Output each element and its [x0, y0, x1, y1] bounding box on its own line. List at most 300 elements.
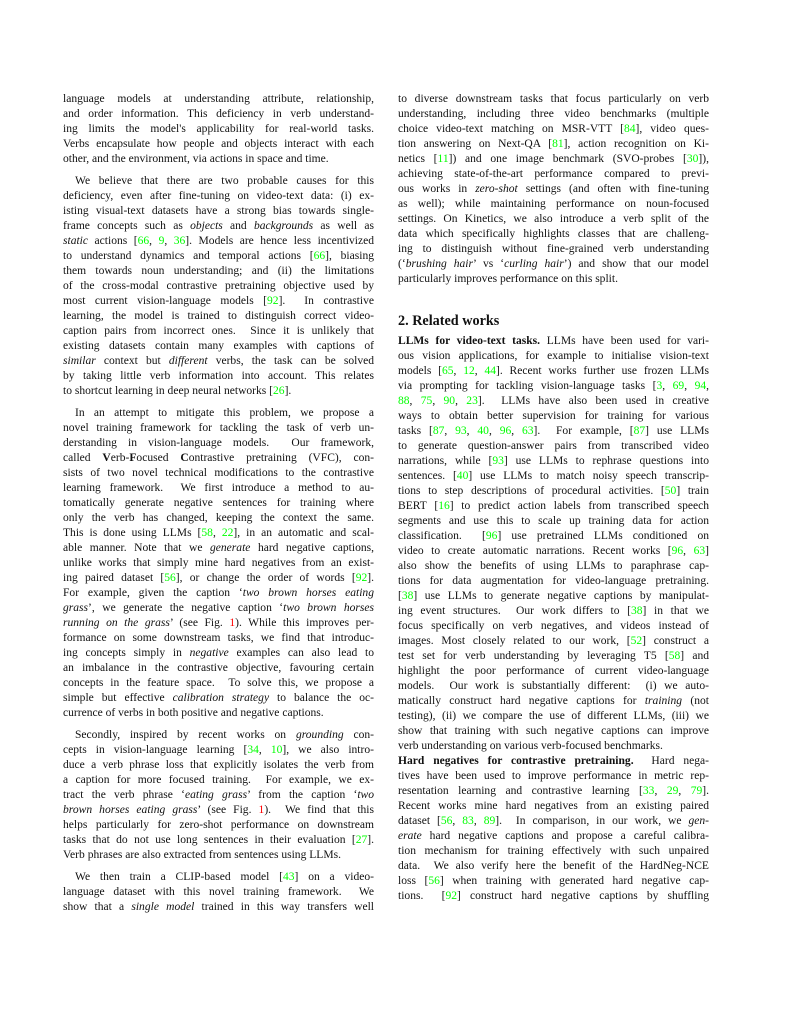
citation-link[interactable]: 87 — [633, 425, 646, 437]
text: ]. — [284, 385, 292, 397]
text: , — [164, 235, 174, 247]
text: images. Most closely related to our work, [ — [398, 635, 631, 647]
text: frame concepts such as — [63, 220, 191, 232]
text: , — [149, 235, 159, 247]
emphasis-text: calibration strategy — [172, 692, 270, 704]
text: ]. LLMs have also been used in creative — [477, 395, 709, 407]
text: Hard nega- — [633, 755, 709, 767]
text: , — [466, 425, 478, 437]
text-line — [63, 496, 374, 511]
text-line — [398, 634, 709, 649]
text-line — [63, 758, 374, 773]
paragraph — [398, 334, 709, 754]
text-line — [398, 469, 709, 484]
text: ways to obtain better supervision for training for various — [398, 410, 709, 422]
bold-text: V — [102, 452, 111, 464]
text: ]. For example, [ — [533, 425, 634, 437]
citation-link[interactable]: 92 — [445, 890, 457, 902]
text: ], or change the order of words [ — [175, 572, 356, 584]
text-line — [398, 514, 709, 529]
text: ]. In contrastive — [278, 295, 374, 307]
paragraph — [63, 92, 374, 167]
text: highlight the poor performance of current video-language — [398, 665, 709, 677]
text: and order information. This deficiency in verb understand- — [63, 108, 374, 120]
text-line — [63, 586, 374, 601]
text: , — [706, 380, 709, 392]
text: dataset [ — [398, 815, 441, 827]
text: ing concepts simply in — [63, 647, 190, 659]
text: ’, we generate the negative caption ‘ — [88, 602, 284, 614]
text: language dataset with this novel training framework. We — [63, 886, 374, 898]
citation-link[interactable]: 29 — [666, 785, 679, 797]
citation-link[interactable]: 56 — [440, 815, 453, 827]
text: settings. On Kinetics, we also introduce a verb split of the — [398, 213, 709, 225]
citation-link[interactable]: 38 — [630, 605, 643, 617]
text: ing to distinguish without fine-grained verb understanding — [398, 243, 709, 255]
text: Recent works mine hard negatives from an existing paired — [398, 800, 709, 812]
text-line — [63, 219, 374, 234]
text-line — [63, 339, 374, 354]
citation-link[interactable]: 79 — [690, 785, 703, 797]
text-line — [398, 409, 709, 424]
emphasis-text: generate — [210, 542, 251, 554]
citation-link[interactable]: 87 — [432, 425, 445, 437]
citation-link[interactable]: 96 — [499, 425, 512, 437]
emphasis-text: training — [644, 695, 683, 707]
text: ] in that we — [642, 605, 710, 617]
text: ’ vs ‘ — [473, 258, 505, 270]
emphasis-text: zero-shot — [475, 183, 518, 195]
text: ], in an automatic and scal- — [233, 527, 374, 539]
text: erb- — [110, 452, 130, 464]
text: , — [511, 425, 522, 437]
emphasis-text: grass — [63, 602, 89, 614]
text: ] use LLMs to match noisy speech transcrip- — [468, 470, 709, 482]
text: ous vision applications, for example to initialise vision-text — [398, 350, 709, 362]
text: ing limits the model's applicability for real-world tasks. — [63, 123, 374, 135]
text-line — [63, 279, 374, 294]
citation-link[interactable]: 33 — [642, 785, 655, 797]
citation-link[interactable]: 83 — [462, 815, 474, 827]
emphasis-text: single model — [131, 901, 195, 913]
text: We then train a CLIP-based model [ — [75, 871, 283, 883]
text: most current vision-language models [ — [63, 295, 268, 307]
text: ]. — [702, 785, 710, 797]
text-line — [398, 544, 709, 559]
text: ). While this improves per- — [235, 617, 374, 629]
text: ] construct a — [642, 635, 709, 647]
text: verb understanding on various verb-focused benchmarks. — [398, 740, 663, 752]
text-line — [63, 466, 374, 481]
emphasis-text: negative — [189, 647, 229, 659]
figure-ref-link[interactable]: 1 — [229, 617, 236, 629]
text: classification. [ — [398, 530, 486, 542]
citation-link[interactable]: 92 — [355, 572, 368, 584]
text-line — [63, 436, 374, 451]
text: existing datasets contain many examples with captions of — [63, 340, 374, 352]
text-line — [398, 484, 709, 499]
text-line — [63, 152, 374, 167]
text-line — [63, 137, 374, 152]
citation-link[interactable]: 9 — [158, 235, 165, 247]
text: ] train — [676, 485, 709, 497]
text-line — [398, 754, 709, 769]
text: test set for verb understanding by leveraging T5 [ — [398, 650, 669, 662]
text-line — [398, 122, 709, 137]
text: by taking little verb information into account. This relates — [63, 370, 374, 382]
text-line — [63, 833, 374, 848]
text: ]. Recent works further use frozen LLMs — [496, 365, 709, 377]
citation-link[interactable]: 58 — [668, 650, 681, 662]
text: only the verb has changed, keeping the context the same. — [63, 512, 374, 524]
citation-link[interactable]: 58 — [201, 527, 213, 539]
text: show that a — [63, 901, 132, 913]
citation-link[interactable]: 44 — [484, 365, 497, 377]
text-line — [398, 589, 709, 604]
text-line — [398, 257, 709, 272]
emphasis-text: similar — [63, 355, 96, 367]
citation-link[interactable]: 34 — [247, 744, 259, 756]
text: tives have been used to improve performance in metric rep- — [398, 770, 709, 782]
text: helps particularly for zero-shot performance on downstream — [63, 819, 374, 831]
citation-link[interactable]: 10 — [270, 744, 283, 756]
text: settings (and often with fine-tuning — [517, 183, 709, 195]
text-line — [63, 706, 374, 721]
text: , — [474, 365, 485, 377]
text: via prompting for tackling vision-language tasks [ — [398, 380, 657, 392]
text: , — [473, 815, 484, 827]
text: isting visual-text datasets have a strong bias towards single- — [63, 205, 374, 217]
citation-link[interactable]: 12 — [463, 365, 475, 377]
text: ]. — [367, 572, 374, 584]
text-line — [63, 885, 374, 900]
text: ]), — [698, 153, 709, 165]
citation-link[interactable]: 94 — [694, 380, 707, 392]
text: data which specifically highlights classes that are challeng- — [398, 228, 709, 240]
text-line — [398, 709, 709, 724]
text-line — [63, 204, 374, 219]
text-line — [63, 174, 374, 189]
text: tion answering on Next-QA [ — [398, 138, 553, 150]
text-line — [398, 694, 709, 709]
emphasis-text: two brown horses — [283, 602, 375, 614]
text-line — [398, 334, 709, 349]
text: as well); while maintaining performance on noun-focused — [398, 198, 709, 210]
text: focus specifically on verb negatives, and videos instead of — [398, 620, 709, 632]
text-line — [63, 294, 374, 309]
text: sists of two novel technical modifications to the contrastive — [63, 467, 374, 479]
citation-link[interactable]: 40 — [477, 425, 489, 437]
text: ] use LLMs — [645, 425, 709, 437]
text-line — [398, 574, 709, 589]
text-line — [63, 541, 374, 556]
text: achieving state-of-the-art performance compared to previ- — [398, 168, 709, 180]
citation-link[interactable]: 26 — [273, 385, 285, 397]
paragraph — [398, 754, 709, 904]
emphasis-text: two — [357, 789, 374, 801]
text-line — [63, 92, 374, 107]
text: choice video-text matching on MSR-VTT [ — [398, 123, 624, 135]
text: , — [678, 785, 691, 797]
bold-text: C — [180, 452, 189, 464]
bold-text: LLMs for video-text tasks. — [398, 335, 541, 347]
citation-link[interactable]: 23 — [466, 395, 478, 407]
text-line — [63, 743, 374, 758]
text-line — [63, 691, 374, 706]
text: to balance the oc- — [269, 692, 374, 704]
text: Secondly, inspired by recent works on — [75, 729, 296, 741]
text: ] and — [680, 650, 709, 662]
text: segments and use this to scale up training data for action — [398, 515, 709, 527]
text: also show the benefits of using LLMs to paraphrase cap- — [398, 560, 709, 572]
text: , — [432, 395, 444, 407]
text: ing paired dataset [ — [63, 572, 165, 584]
text: able manner. Note that we — [63, 542, 210, 554]
text: simple but effective — [63, 692, 173, 704]
bold-text: F — [129, 452, 137, 464]
citation-link[interactable]: 43 — [283, 871, 295, 883]
citation-link[interactable]: 11 — [437, 153, 449, 165]
text: ]. In comparison, in our work, we — [495, 815, 689, 827]
citation-link[interactable]: 89 — [483, 815, 496, 827]
text: ] use LLMs to rephrase questions into — [503, 455, 709, 467]
emphasis-text: different — [168, 355, 208, 367]
paragraph — [63, 728, 374, 863]
citation-link[interactable]: 36 — [173, 235, 186, 247]
text: show that training with such negative captions can improve — [398, 725, 709, 737]
text-line — [63, 601, 374, 616]
citation-link[interactable]: 93 — [492, 455, 504, 467]
text: learning framework. We first introduce a method to au- — [63, 482, 374, 494]
text: ]) and one image benchmark (SVO-probes [ — [448, 153, 687, 165]
text: resentation learning and contrastive learning [ — [398, 785, 643, 797]
text-line — [398, 167, 709, 182]
text-line — [398, 889, 709, 904]
text-line — [63, 309, 374, 324]
text: testing), (ii) we compare the use of different LLMs, (iii) we — [398, 710, 709, 722]
text-line — [63, 234, 374, 249]
text-line — [398, 197, 709, 212]
text: models. Our work is substantially different: (i) we auto- — [398, 680, 709, 692]
citation-link[interactable]: 88 — [398, 395, 410, 407]
citation-link[interactable]: 40 — [456, 470, 469, 482]
text: them towards noun understanding; and (ii) the limitations — [63, 265, 374, 277]
citation-link[interactable]: 3 — [656, 380, 663, 392]
text: trained in this way transfers well — [194, 901, 375, 913]
text: For example, given the caption ‘ — [63, 587, 243, 599]
text-line — [398, 92, 709, 107]
emphasis-text: grounding — [295, 729, 344, 741]
citation-link[interactable]: 52 — [630, 635, 643, 647]
text-line — [398, 272, 709, 287]
text: (‘ — [398, 258, 406, 270]
text-line — [63, 324, 374, 339]
text: , — [258, 744, 271, 756]
text: context but — [95, 355, 169, 367]
text: netics [ — [398, 153, 438, 165]
citation-link[interactable]: 30 — [686, 153, 699, 165]
citation-link[interactable]: 90 — [443, 395, 456, 407]
text: (not — [682, 695, 709, 707]
text: sentences. [ — [398, 470, 457, 482]
text-line — [398, 604, 709, 619]
citation-link[interactable]: 65 — [442, 365, 454, 377]
text: ’ (see Fig. — [197, 804, 259, 816]
text: , — [683, 545, 694, 557]
text: ing event structures. Our work differs to [ — [398, 605, 631, 617]
text: to understand dynamics and temporal actions [ — [63, 250, 314, 262]
citation-link[interactable]: 27 — [355, 834, 368, 846]
text-line — [63, 451, 374, 466]
citation-link[interactable]: 93 — [455, 425, 467, 437]
text: and — [222, 220, 254, 232]
text: actions [ — [88, 235, 138, 247]
text: ’ (see Fig. — [169, 617, 230, 629]
text: In an attempt to mitigate this problem, we propose a — [75, 407, 374, 419]
text: ] to predict action labels from transcribed speech — [449, 500, 709, 512]
text-line — [63, 848, 374, 863]
text: ] use pretrained LLMs conditioned on — [497, 530, 709, 542]
text-line — [63, 646, 374, 661]
emphasis-text: erate — [398, 830, 422, 842]
text-line — [63, 571, 374, 586]
text-line — [398, 874, 709, 889]
text-line — [63, 511, 374, 526]
text-line — [398, 724, 709, 739]
citation-link[interactable]: 69 — [672, 380, 685, 392]
emphasis-text: objects — [190, 220, 223, 232]
text-line — [398, 107, 709, 122]
text: caption pairs from incorrect ones. Since it is unlikely that — [63, 325, 374, 337]
text: hard negative captions, — [250, 542, 375, 554]
text: Verb phrases are also extracted from sentences using LLMs. — [63, 849, 341, 861]
text-line — [63, 526, 374, 541]
citation-link[interactable]: 81 — [552, 138, 564, 150]
text: particularly improves performance on this split. — [398, 273, 618, 285]
text: Verbs encapsulate how people and objects interact with each — [63, 138, 374, 150]
text: to shortcut learning in deep neural networks [ — [63, 385, 274, 397]
text-line — [398, 212, 709, 227]
citation-link[interactable]: 56 — [164, 572, 176, 584]
text: ] use LLMs to generate negative captions by manipulat- — [413, 590, 709, 602]
text: LLMs have been used for vari- — [540, 335, 709, 347]
text: tomatically generate negative sentences for training where — [63, 497, 374, 509]
text: understanding, including three video benchmarks (multiple — [398, 108, 709, 120]
text-line — [63, 122, 374, 137]
text: [ — [398, 590, 402, 602]
text-line — [398, 814, 709, 829]
text: of the cross-modal contrastive pretraining objective used by — [63, 280, 374, 292]
citation-link[interactable]: 66 — [137, 235, 150, 247]
text: novel training framework for tackling the task of verb un- — [63, 422, 374, 434]
right-column-intro — [398, 92, 709, 294]
text: tasks [ — [398, 425, 433, 437]
text-line — [398, 784, 709, 799]
text: verbs, the task can be solved — [207, 355, 374, 367]
citation-link[interactable]: 50 — [664, 485, 677, 497]
citation-link[interactable]: 75 — [420, 395, 433, 407]
text: concepts in the feature space. To solve this, we propose a — [63, 677, 374, 689]
text-line — [398, 454, 709, 469]
text-line — [63, 406, 374, 421]
bold-text: Hard negatives for contrastive pretraining. — [398, 755, 634, 767]
emphasis-text: static — [63, 235, 89, 247]
text: learning, the model is trained to distinguish correct video- — [63, 310, 374, 322]
emphasis-text: eating grass — [184, 789, 248, 801]
text: ]. — [367, 834, 374, 846]
citation-link[interactable]: 92 — [267, 295, 279, 307]
text-line — [398, 799, 709, 814]
text: ] when training with generated hard negative cap- — [439, 875, 709, 887]
text-line — [63, 728, 374, 743]
citation-link[interactable]: 63 — [693, 545, 706, 557]
text-line — [63, 773, 374, 788]
text: formance on some downstream tasks, we find that introduc- — [63, 632, 374, 644]
text: ocused — [136, 452, 181, 464]
text: ’) and show that our model — [563, 258, 710, 270]
text-line — [398, 499, 709, 514]
text: models [ — [398, 365, 442, 377]
text: hard negative captions and propose a careful calibra- — [421, 830, 709, 842]
text: tasks that do not use long sentences in their evaluation [ — [63, 834, 356, 846]
emphasis-text: brown horses eating grass — [63, 804, 198, 816]
citation-link[interactable]: 96 — [671, 545, 684, 557]
text: called — [63, 452, 103, 464]
citation-link[interactable]: 38 — [401, 590, 414, 602]
text-line — [398, 559, 709, 574]
text-line — [63, 900, 374, 915]
citation-link[interactable]: 56 — [428, 875, 440, 887]
text-line — [63, 189, 374, 204]
text-line — [398, 664, 709, 679]
text-line — [398, 394, 709, 409]
text: con- — [343, 729, 374, 741]
citation-link[interactable]: 63 — [522, 425, 534, 437]
text-line — [63, 788, 374, 803]
citation-link[interactable]: 22 — [221, 527, 234, 539]
text: , — [453, 365, 464, 377]
text-line — [398, 242, 709, 257]
text-line — [63, 107, 374, 122]
text: unlike works that simply mine hard negatives from an exist- — [63, 557, 374, 569]
text-line — [63, 818, 374, 833]
text-line — [63, 631, 374, 646]
text: ’ from the caption ‘ — [247, 789, 358, 801]
text: tions for data augmentation for video-language pretraining. — [398, 575, 709, 587]
text-line — [398, 859, 709, 874]
text-line — [398, 349, 709, 364]
text-line — [63, 556, 374, 571]
text: , — [409, 395, 421, 407]
text: , — [488, 425, 500, 437]
emphasis-text: two brown horses eating — [242, 587, 374, 599]
text: , — [444, 425, 456, 437]
figure-ref-link[interactable]: 1 — [258, 804, 265, 816]
text-line — [398, 649, 709, 664]
citation-link[interactable]: 16 — [438, 500, 450, 512]
citation-link[interactable]: 96 — [485, 530, 498, 542]
text: We believe that there are two probable causes for this — [75, 175, 374, 187]
citation-link[interactable]: 84 — [623, 123, 636, 135]
text-line — [63, 676, 374, 691]
text: ]. Models are hence less incentivized — [185, 235, 374, 247]
citation-link[interactable]: 66 — [313, 250, 326, 262]
text-line — [398, 619, 709, 634]
text: , — [684, 380, 695, 392]
emphasis-text: gen- — [688, 815, 710, 827]
text-line — [63, 384, 374, 399]
text: ], action recognition on Ki- — [563, 138, 709, 150]
